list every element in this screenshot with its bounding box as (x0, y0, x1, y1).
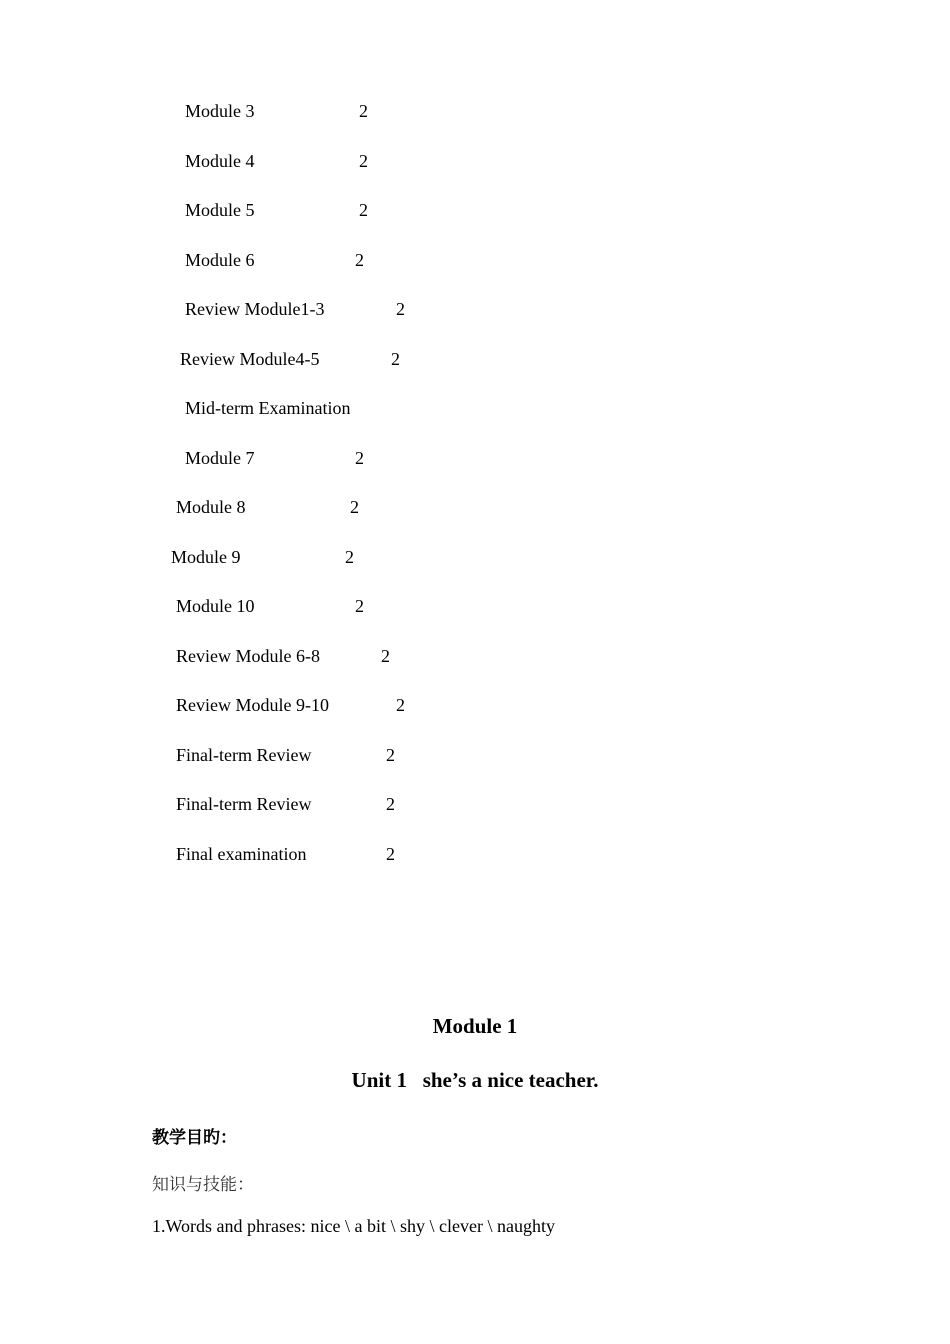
schedule-label: Review Module 9-10 (176, 695, 329, 715)
module-title: Module 1 (432, 1014, 518, 1038)
schedule-label: Module 3 (185, 101, 255, 121)
schedule-hours: 2 (355, 596, 364, 616)
skills-heading: 知识与技能： (152, 1175, 254, 1195)
schedule-hours: 2 (359, 101, 368, 121)
schedule-label: Module 6 (185, 250, 255, 270)
schedule-label: Module 7 (185, 448, 255, 468)
schedule-label: Module 4 (185, 151, 255, 171)
schedule-label: Review Module 6-8 (176, 646, 320, 666)
schedule-label: Final-term Review (176, 794, 312, 814)
schedule-hours: 2 (386, 844, 395, 864)
schedule-label: Mid-term Examination (185, 398, 351, 418)
schedule-hours: 2 (381, 646, 390, 666)
schedule-hours: 2 (391, 349, 400, 369)
schedule-label: Module 9 (171, 547, 241, 567)
schedule-hours: 2 (386, 794, 395, 814)
schedule-label: Module 10 (176, 596, 255, 616)
objectives-heading: 教学目旳： (152, 1128, 237, 1148)
schedule-hours: 2 (396, 695, 405, 715)
schedule-label: Review Module4-5 (180, 349, 320, 369)
schedule-label: Module 8 (176, 497, 246, 517)
schedule-hours: 2 (396, 299, 405, 319)
schedule-hours: 2 (350, 497, 359, 517)
schedule-hours: 2 (386, 745, 395, 765)
schedule-label: Review Module1-3 (185, 299, 325, 319)
schedule-hours: 2 (355, 250, 364, 270)
unit-title: Unit 1 she’s a nice teacher. (351, 1068, 599, 1092)
schedule-label: Final examination (176, 844, 307, 864)
schedule-hours: 2 (345, 547, 354, 567)
words-phrases-line: 1.Words and phrases: nice \ a bit \ shy \ clever \ naughty (152, 1216, 555, 1236)
schedule-label: Module 5 (185, 200, 255, 220)
schedule-label: Final-term Review (176, 745, 312, 765)
schedule-hours: 2 (355, 448, 364, 468)
schedule-hours: 2 (359, 200, 368, 220)
schedule-hours: 2 (359, 151, 368, 171)
